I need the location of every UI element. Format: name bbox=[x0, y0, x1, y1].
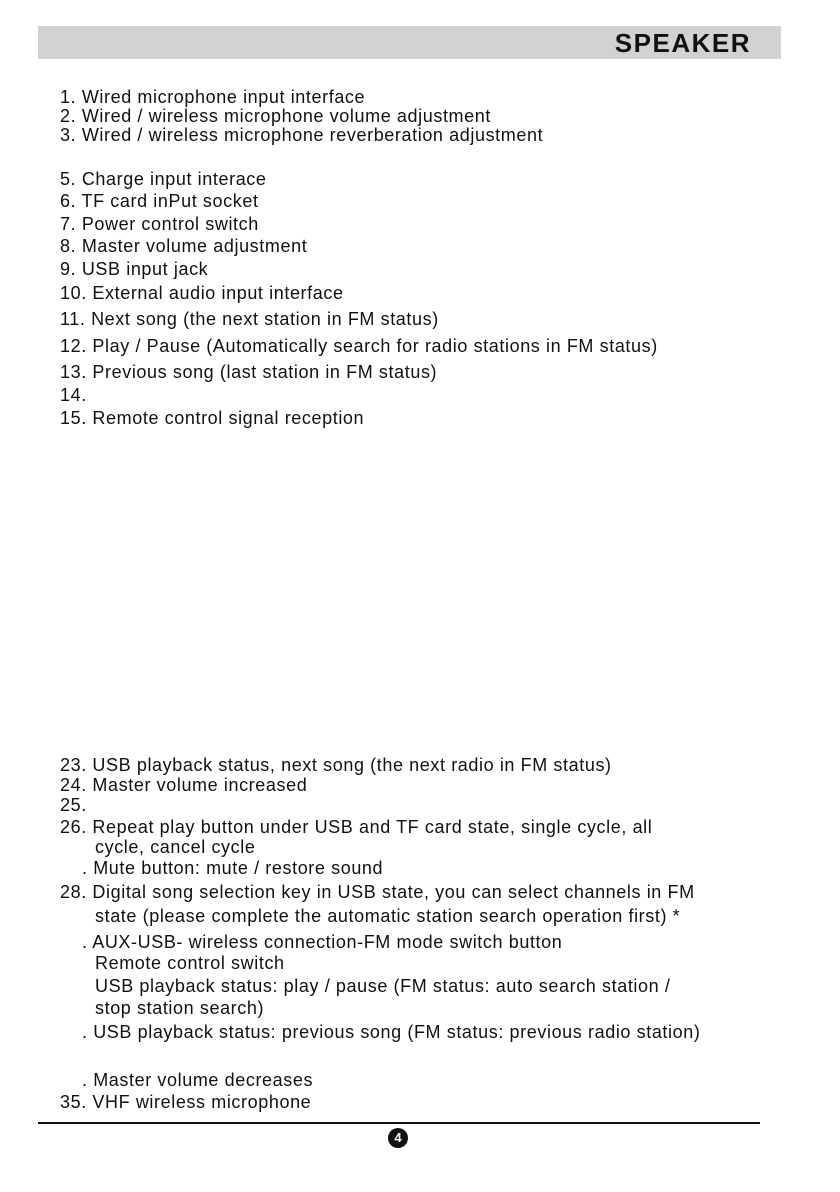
list-item: Remote control switch bbox=[95, 953, 285, 973]
list-item: 14. bbox=[60, 385, 87, 405]
list-item: 10. External audio input interface bbox=[60, 283, 344, 303]
list-item: . Master volume decreases bbox=[82, 1070, 314, 1090]
list-item: 7. Power control switch bbox=[60, 214, 259, 234]
header-bar bbox=[38, 26, 781, 59]
list-item: state (please complete the automatic station search operation first) * bbox=[95, 906, 681, 926]
list-item: . Mute button: mute / restore sound bbox=[82, 858, 384, 878]
list-item: 35. VHF wireless microphone bbox=[60, 1092, 312, 1112]
list-item: 12. Play / Pause (Automatically search for radio stations in FM status) bbox=[60, 336, 658, 356]
list-item: 13. Previous song (last station in FM status) bbox=[60, 362, 438, 382]
list-item: 9. USB input jack bbox=[60, 259, 209, 279]
list-item: 11. Next song (the next station in FM status) bbox=[60, 309, 439, 329]
list-item: stop station search) bbox=[95, 998, 265, 1018]
list-item: 6. TF card inPut socket bbox=[60, 191, 259, 211]
list-item: 8. Master volume adjustment bbox=[60, 236, 308, 256]
list-item: . AUX-USB- wireless connection-FM mode switch button bbox=[82, 932, 563, 952]
list-item: 24. Master volume increased bbox=[60, 775, 308, 795]
list-item: USB playback status: play / pause (FM status: auto search station / bbox=[95, 976, 671, 996]
footer-divider bbox=[38, 1122, 760, 1124]
list-item: 25. bbox=[60, 795, 87, 815]
list-item: 2. Wired / wireless microphone volume adjustment bbox=[60, 106, 491, 126]
list-item: 23. USB playback status, next song (the next radio in FM status) bbox=[60, 755, 612, 775]
page-title: SPEAKER bbox=[614, 28, 751, 58]
list-item: 26. Repeat play button under USB and TF card state, single cycle, all bbox=[60, 817, 653, 837]
list-item: cycle, cancel cycle bbox=[95, 837, 256, 857]
list-item: 3. Wired / wireless microphone reverberation adjustment bbox=[60, 125, 544, 145]
list-item: 5. Charge input interace bbox=[60, 169, 267, 189]
list-item: 28. Digital song selection key in USB state, you can select channels in FM bbox=[60, 882, 695, 902]
list-item: . USB playback status: previous song (FM status: previous radio station) bbox=[82, 1022, 701, 1042]
list-item: 1. Wired microphone input interface bbox=[60, 87, 366, 107]
page-number-badge: 4 bbox=[388, 1128, 408, 1148]
list-item: 15. Remote control signal reception bbox=[60, 408, 365, 428]
